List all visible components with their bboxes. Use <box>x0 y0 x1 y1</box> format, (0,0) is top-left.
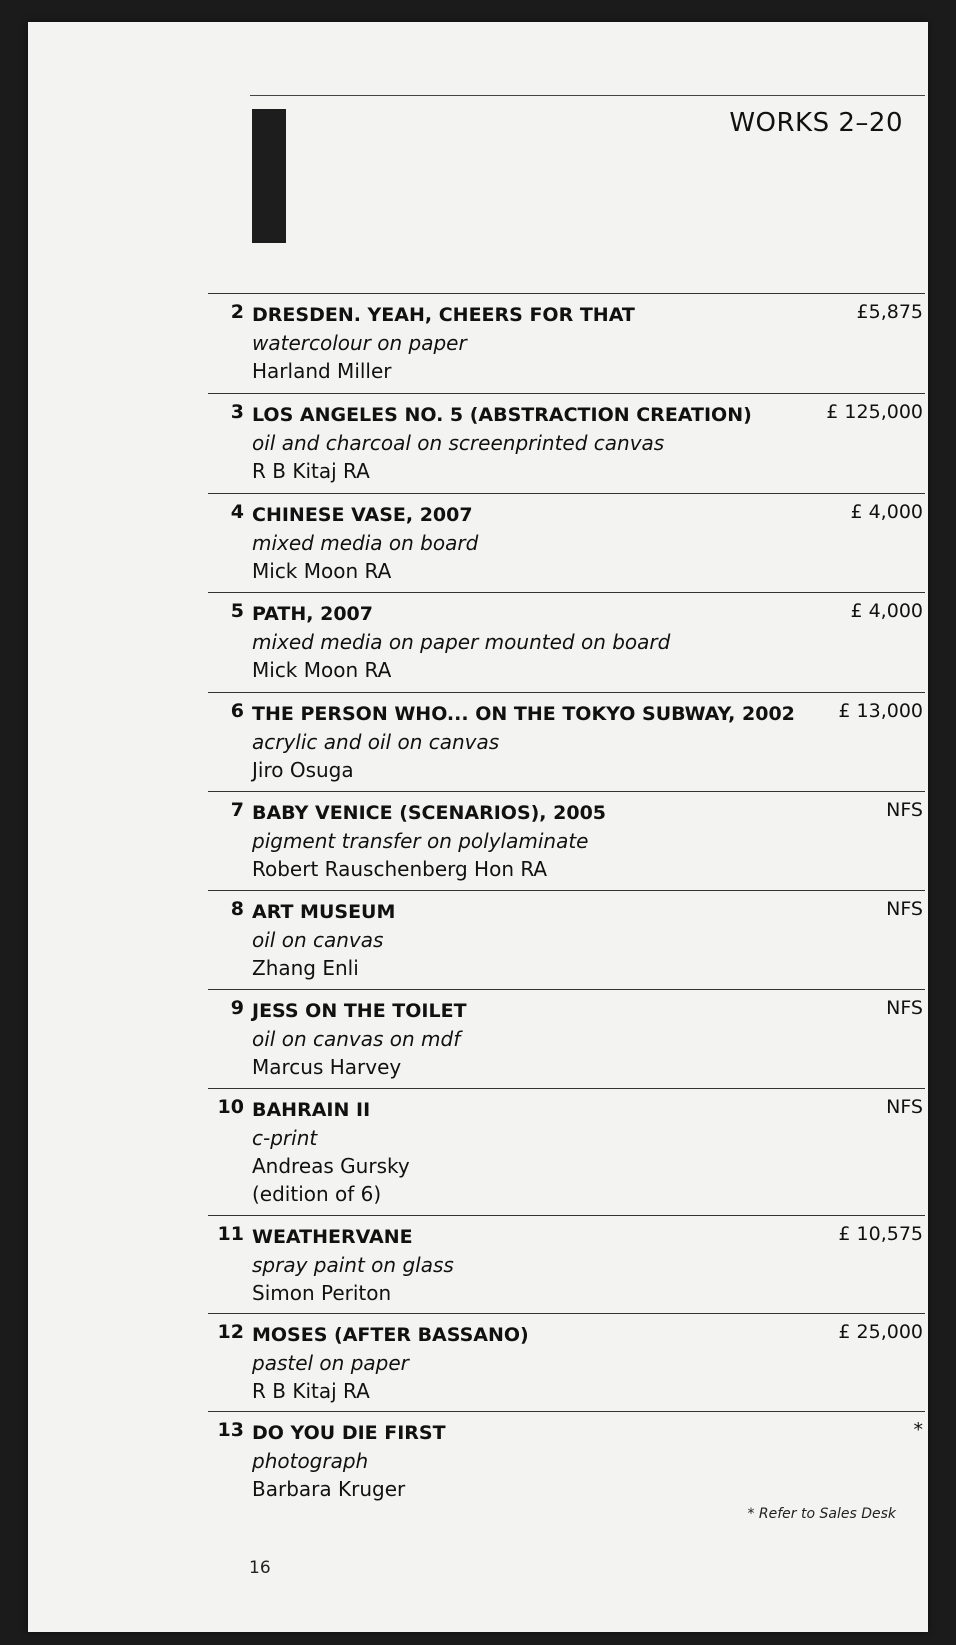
entry-number: 3 <box>230 401 244 423</box>
entry-artist: Mick Moon RA <box>252 658 392 682</box>
entry-medium: mixed media on paper mounted on board <box>252 630 671 654</box>
entry-number: 5 <box>230 600 244 622</box>
catalogue-entry <box>208 393 925 485</box>
section-title: WORKS 2–20 <box>729 108 903 138</box>
entry-number: 9 <box>230 997 244 1019</box>
entry-price: £ 4,000 <box>850 600 923 622</box>
entry-number: 7 <box>230 799 244 821</box>
catalogue-entry <box>208 1215 925 1307</box>
entry-title: DO YOU DIE FIRST <box>252 1422 446 1444</box>
entry-number: 12 <box>217 1321 244 1343</box>
entry-title: THE PERSON WHO... ON THE TOKYO SUBWAY, 2002 <box>252 703 795 725</box>
entry-title: LOS ANGELES NO. 5 (ABSTRACTION CREATION) <box>252 404 752 426</box>
entry-price: £ 25,000 <box>838 1321 923 1343</box>
entry-medium: oil on canvas on mdf <box>252 1027 461 1051</box>
entry-artist: Andreas Gursky <box>252 1154 410 1178</box>
entry-medium: c-print <box>252 1126 318 1150</box>
entry-artist: Robert Rauschenberg Hon RA <box>252 857 548 881</box>
entry-artist: Barbara Kruger <box>252 1477 406 1501</box>
entry-medium: pigment transfer on polylaminate <box>252 829 589 853</box>
entry-title: BAHRAIN II <box>252 1099 371 1121</box>
sales-desk-footnote: * Refer to Sales Desk <box>747 1506 896 1522</box>
entry-number: 11 <box>217 1223 244 1245</box>
entry-number: 2 <box>230 301 244 323</box>
entry-number: 4 <box>230 501 244 523</box>
entry-artist: Jiro Osuga <box>252 758 354 782</box>
entry-price: £5,875 <box>856 301 923 323</box>
entry-number: 8 <box>230 898 244 920</box>
entry-medium: acrylic and oil on canvas <box>252 730 500 754</box>
entry-title: JESS ON THE TOILET <box>252 1000 467 1022</box>
entry-artist: Harland Miller <box>252 359 392 383</box>
catalogue-entry <box>208 791 925 883</box>
entry-number: 6 <box>230 700 244 722</box>
entry-title: WEATHERVANE <box>252 1226 413 1248</box>
entry-artist: R B Kitaj RA <box>252 1379 370 1403</box>
entry-medium: spray paint on glass <box>252 1253 454 1277</box>
entry-medium: mixed media on board <box>252 531 479 555</box>
entry-medium: pastel on paper <box>252 1351 409 1375</box>
entry-title: PATH, 2007 <box>252 603 373 625</box>
entry-medium: oil on canvas <box>252 928 384 952</box>
header-rule <box>250 95 925 96</box>
catalogue-entry <box>208 293 925 385</box>
entry-artist: Zhang Enli <box>252 956 359 980</box>
entry-medium: oil and charcoal on screenprinted canvas <box>252 431 665 455</box>
entry-edition-note: (edition of 6) <box>252 1182 382 1206</box>
catalogue-entry <box>208 592 925 684</box>
entry-number: 13 <box>217 1419 244 1441</box>
entry-medium: watercolour on paper <box>252 331 467 355</box>
entry-medium: photograph <box>252 1449 369 1473</box>
entry-artist: R B Kitaj RA <box>252 459 370 483</box>
entry-artist: Simon Periton <box>252 1281 392 1305</box>
entry-price: £ 4,000 <box>850 501 923 523</box>
entry-title: DRESDEN. YEAH, CHEERS FOR THAT <box>252 304 635 326</box>
entry-title: BABY VENICE (SCENARIOS), 2005 <box>252 802 607 824</box>
entry-price: £ 125,000 <box>826 401 923 423</box>
page-number: 16 <box>249 1558 271 1578</box>
entry-price: NFS <box>886 799 923 821</box>
entry-title: CHINESE VASE, 2007 <box>252 504 473 526</box>
entry-artist: Marcus Harvey <box>252 1055 402 1079</box>
catalogue-page <box>28 22 928 1632</box>
entry-title: MOSES (AFTER BASSANO) <box>252 1324 529 1346</box>
catalogue-entry <box>208 1313 925 1405</box>
entry-title: ART MUSEUM <box>252 901 396 923</box>
catalogue-entry <box>208 692 925 784</box>
section-marker-bar <box>252 109 286 243</box>
catalogue-entry <box>208 890 925 982</box>
entry-price: NFS <box>886 1096 923 1118</box>
entry-artist: Mick Moon RA <box>252 559 392 583</box>
entry-price: £ 10,575 <box>838 1223 923 1245</box>
entry-number: 10 <box>217 1096 244 1118</box>
entry-price: NFS <box>886 898 923 920</box>
catalogue-entry <box>208 989 925 1081</box>
catalogue-entry <box>208 1411 925 1503</box>
entry-price: £ 13,000 <box>838 700 923 722</box>
entry-price: * <box>913 1419 923 1441</box>
catalogue-entry <box>208 1088 925 1208</box>
entry-price: NFS <box>886 997 923 1019</box>
catalogue-entry <box>208 493 925 585</box>
